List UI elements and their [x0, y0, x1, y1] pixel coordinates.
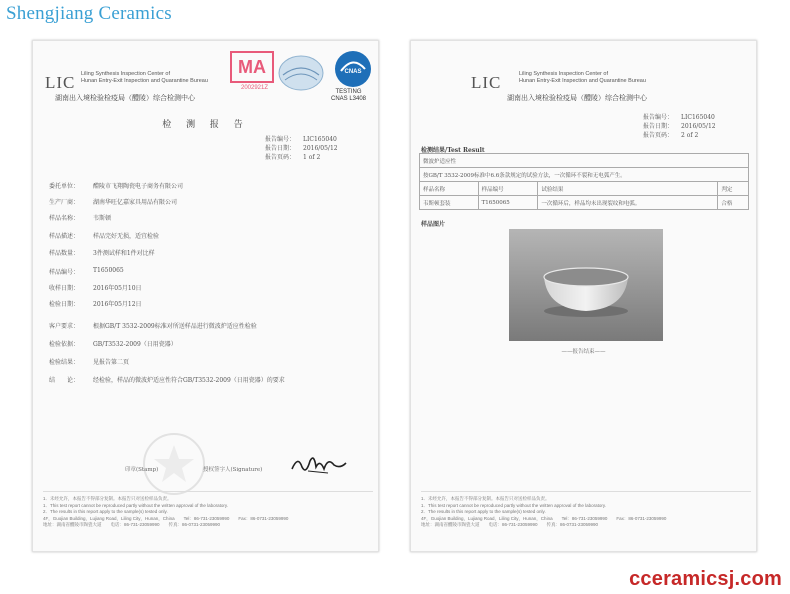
column-header: 判定: [718, 182, 749, 196]
faint-stamp: [139, 429, 209, 499]
table-header-row: [420, 182, 749, 196]
sample-photo-heading: 样品图片: [421, 221, 446, 228]
table-cell: T1650065: [478, 196, 538, 210]
header-chinese: 湖南出入境检验检疫局（醴陵）综合检测中心: [55, 94, 195, 102]
table-cell: 一次循环后，样品均未出现裂纹和电弧。: [538, 196, 718, 210]
test-result-heading: 检测结果/Test Result: [421, 147, 485, 154]
report-page-2: [410, 40, 757, 552]
lic-logo: LIC: [471, 73, 502, 92]
table-row: [420, 196, 749, 210]
table-cell: 韦斯顿套装: [420, 196, 479, 210]
lic-logo: LIC: [45, 73, 76, 92]
test-result-table: [419, 153, 749, 210]
report-meta: [643, 113, 716, 140]
table-row: [420, 168, 749, 182]
ma-seal: MA: [230, 51, 274, 83]
ilac-seal: [277, 53, 325, 93]
meta-row: 报告编号： LIC165040: [643, 114, 715, 121]
method-note-cell: 按GB/T 3532-2009标准中6.6条款规定的试验方法，一次循环不裂和无电弧产生。: [420, 168, 749, 182]
column-header: 样品编号: [478, 182, 538, 196]
column-header: 样品名称: [420, 182, 479, 196]
meta-row: 报告日期： 2016/05/12: [265, 145, 338, 152]
stamp-label: 印章(Stamp): [125, 467, 159, 473]
ceramic-bowl-image: [509, 229, 663, 341]
page-footer: 1．未经允许，本报告不得部分复制。本报告只对送检样品负责。 1．This test report cannot be reproduced partly without the written approval of the laboratory. 2．The results in this report apply to the sample(s) tested only. 4F，Guojian Building，Lujiang Road，Liling City，Hunan，China Tel：86-731-23059990 Fax：86-0731-23059990 地址：湖南省醴陵市陶瓷大道 电话：86-731-23059990 传真：86-0731-23059990: [421, 491, 751, 529]
column-header: 试验结果: [538, 182, 718, 196]
ma-seal-number: 2002921Z: [241, 85, 269, 91]
header-english: Liling Synthesis Inspection Center of Hunan Entry-Exit Inspection and Quarantine Bureau: [81, 71, 208, 84]
site-watermark: cceramicsj.com: [629, 568, 782, 590]
test-item-cell: 微波炉适应性: [420, 154, 749, 168]
svg-text:CNAS: CNAS: [344, 69, 362, 75]
report-meta: [265, 135, 338, 162]
table-row: [420, 154, 749, 168]
cnas-seal: [331, 49, 375, 89]
header-chinese: 湖南出入境检验检疫局（醴陵）综合检测中心: [507, 94, 647, 102]
meta-row: 报告页码： 2 of 2: [643, 132, 699, 139]
header-english: Liling Synthesis Inspection Center of Hunan Entry-Exit Inspection and Quarantine Bureau: [519, 71, 646, 84]
brand-logo-text[interactable]: Shengjiang Ceramics: [6, 3, 172, 24]
cnas-accreditation: TESTING CNAS L3408: [331, 89, 367, 102]
page-footer: 1．未经允许，本报告不得部分复制。本报告只对送检样品负责。 1．This test report cannot be reproduced partly without the written approval of the laboratory. 2．The results in this report apply to the sample(s) tested only. 4F，Guojian Building，Lujiang Road，Liling City，Hunan，China Tel：86-731-23059990 Fax：86-0731-23059990 地址：湖南省醴陵市陶瓷大道 电话：86-731-23059990 传真：86-0731-23059990: [43, 491, 373, 529]
table-cell: 合格: [718, 196, 749, 210]
signer-label: 授权签字人(Signature): [203, 467, 263, 473]
report-page-1: LIC Liling Synthesis Inspection Center of Hunan Entry-Exit Inspection and Quarantine Bureau 湖南出入境检验检疫局（醴陵）综合检测中心 MA 2002921Z CNAS TESTING CNAS L3408 检 测 报 告 报告编号： LIC165040 报告日期： 2016/05/12 报告页码： 1 of 2 委托单位： 醴陵市飞翔陶瓷电子商务有限公司 生产厂商： 湖南华旺亿嘉家具用品有限公司 样品名称： 韦斯顿 样品描述： 样品完好无损，适宜检验 样品数量： 3件测试样和1件对比样 样品编号： T1650065 收样日期： 2016年05月10日 检验日期： 2016年05月12日 客户要求： 根据GB/T 3532-2009标准对所送样品进行微波炉适应性检验 检验依据： GB/T3532-2009（日用瓷器） 检验结果： 见报告第二页 结 论： 经检验，样品的微波炉适应性符合GB/T3532-2009（日用瓷器）的要求 印章(Stamp) 授权签字人(Signature) 1．未经允许，本报告不得部分复制。本报告只对送检样品负责。 1．This test report cannot be reproduced partly without the written approval of the laboratory. 2．The results in this report apply to the sample(s) tested only. 4F，Guojian Building，Lujiang Road，Liling City，Hunan，China Tel：86-731-23059990 Fax：86-0731-23059990 地址：湖南省醴陵市陶瓷大道 电话：86-731-23059990 传真：86-0731-23059990: [32, 40, 379, 552]
sample-photo: [509, 229, 663, 341]
handwritten-signature: [288, 451, 350, 477]
meta-row: 报告页码： 1 of 2: [265, 154, 321, 161]
report-end-caption: ——报告结束——: [561, 349, 606, 355]
report-title: 检 测 报 告: [162, 120, 249, 130]
meta-row: 报告日期： 2016/05/12: [643, 123, 716, 130]
meta-row: 报告编号： LIC165040: [265, 136, 337, 143]
